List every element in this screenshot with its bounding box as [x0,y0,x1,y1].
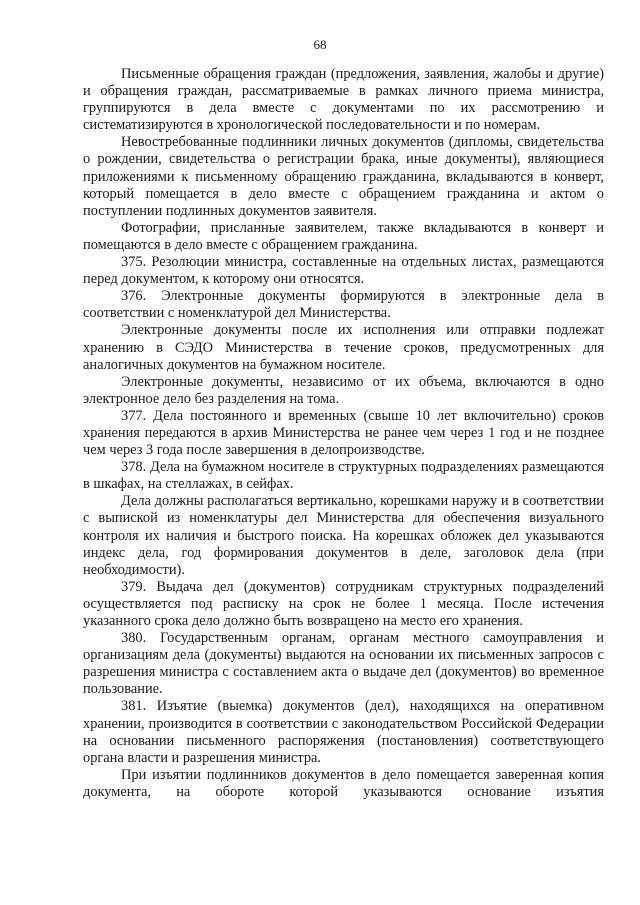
paragraph-photographs: Фотографии, присланные заявителем, также вкладываются в конверт и помещаются в дело вместе с обращением гражданина. [83,219,604,253]
paragraph-letters-grouping: Письменные обращения граждан (предложения, заявления, жалобы и другие) и обращения граждан, рассматриваемые в рамках личного приема министра, группируются в дела вместе с документами по их рассмотрению и систематизируются в хронологической последовательности и по номерам. [83,66,604,134]
paragraph-377: 377. Дела постоянного и временных (свыше 10 лет включительно) сроков хранения передаются в архив Министерства не ранее чем через 1 год и не позднее чем через 3 года после завершения в делопроизводстве. [83,407,604,459]
paragraph-375: 375. Резолюции министра, составленные на отдельных листах, размещаются перед документом, к которому они относятся. [83,254,604,288]
page-number: 68 [313,37,327,52]
paragraph-cases-placement: Дела должны располагаться вертикально, корешками наружу и в соответствии с выпиской из номенклатуры дел Министерства для обеспечения визуального контроля их наличия и быстрого поиска. На корешках обложек дел указываются индекс дела, год формирования документов в деле, заголовок дела (при необходимости). [83,493,604,578]
paragraph-381: 381. Изъятие (выемка) документов (дел), находящихся на оперативном хранении, производится в соответствии с законодательством Российской Федерации на основании письменного распоряжения (постановления) соответствующего органа власти и разрешения министра. [83,698,604,766]
document-body [83,66,604,801]
paragraph-376: 376. Электронные документы формируются в электронные дела в соответствии с номенклатурой дел Министерства. [83,288,604,322]
paragraph-unclaimed-originals: Невостребованные подлинники личных документов (дипломы, свидетельства о рождении, свидетельства о регистрации брака, иные документы), являющиеся приложениями к письменному обращению гражданина, вкладываются в конверт, который помещается в дело вместе с обращением гражданина и актом о поступлении подлинных документов заявителя. [83,134,604,219]
paragraph-electronic-storage: Электронные документы после их исполнения или отправки подлежат хранению в СЭДО Министерства в течение сроков, предусмотренных для аналогичных документов на бумажном носителе. [83,322,604,373]
paragraph-seizure-copy: При изъятии подлинников документов в дело помещается заверенная копия документа, на обороте которой указываются основание изъятия [83,766,604,800]
paragraph-electronic-volume: Электронные документы, независимо от их объема, включаются в одно электронное дело без разделения на тома. [83,373,604,407]
paragraph-378: 378. Дела на бумажном носителе в структурных подразделениях размещаются в шкафах, на стеллажах, в сейфах. [83,459,604,493]
paragraph-379: 379. Выдача дел (документов) сотрудникам структурных подразделений осуществляется под расписку на срок не более 1 месяца. После истечения указанного срока дело должно быть возвращено на место его хранения. [83,578,604,629]
paragraph-380: 380. Государственным органам, органам местного самоуправления и организациям дела (документы) выдаются на основании их письменных запросов с разрешения министра с составлением акта о выдаче дел (документов) во временное пользование. [83,630,604,698]
